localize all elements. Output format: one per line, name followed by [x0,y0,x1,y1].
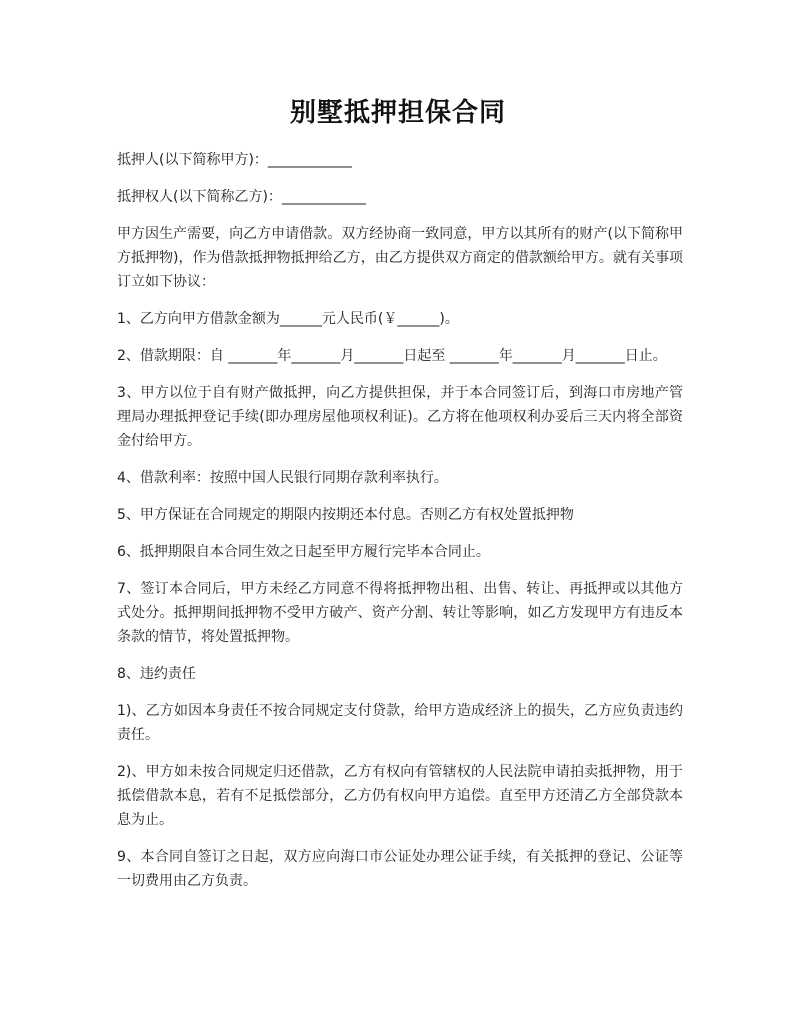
clause-4: 4、借款利率：按照中国人民银行同期存款利率执行。 [117,470,448,486]
document-title: 别墅抵押担保合同 [289,98,506,128]
preamble-paragraph: 甲方因生产需要，向乙方申请借款。双方经协商一致同意，甲方以其所有的财产(以下简称甲方抵押物)，作为借款抵押物抵押给乙方，由乙方提供双方商定的借款额给甲方。就有关事项订立如下协议： [117,226,683,290]
clause-8-heading: 8、违约责任 [117,666,196,682]
clause-5: 5、甲方保证在合同规定的期限内按期还本付息。否则乙方有权处置抵押物 [117,507,574,523]
clause-6: 6、抵押期限自本合同生效之日起至甲方履行完毕本合同止。 [117,544,490,560]
clause-2: 2、借款期限：自 _______年_______月_______日起至 _______年_______月_______日止。 [117,348,667,364]
clause-8-item-1: 1)、乙方如因本身责任不按合同规定支付贷款，给甲方造成经济上的损失，乙方应负责违约责任。 [117,703,683,743]
document-body [117,148,683,906]
clause-8-item-2: 2)、甲方如未按合同规定归还借款，乙方有权向有管辖权的人民法院申请拍卖抵押物，用于抵偿借款本息，若有不足抵偿部分，乙方仍有权向甲方追偿。直至甲方还清乙方全部贷款本息为止。 [117,764,683,828]
clause-9: 9、本合同自签订之日起，双方应向海口市公证处办理公证手续，有关抵押的登记、公证等一切费用由乙方负责。 [117,849,683,889]
pledgee-line: 抵押权人(以下简称乙方)：____________ [117,189,366,205]
clause-1: 1、乙方向甲方借款金额为______元人民币(￥______)。 [117,311,459,327]
pledgor-line: 抵押人(以下简称甲方)：____________ [117,152,352,168]
clause-7: 7、签订本合同后，甲方未经乙方同意不得将抵押物出租、出售、转让、再抵押或以其他方式处分。抵押期间抵押物不受甲方破产、资产分割、转让等影响，如乙方发现甲方有违反本条款的情节，将处置抵押物。 [117,581,683,645]
clause-3: 3、甲方以位于自有财产做抵押，向乙方提供担保，并于本合同签订后，到海口市房地产管理局办理抵押登记手续(即办理房屋他项权利证)。乙方将在他项权利办妥后三天内将全部资金付给甲方。 [117,385,683,449]
